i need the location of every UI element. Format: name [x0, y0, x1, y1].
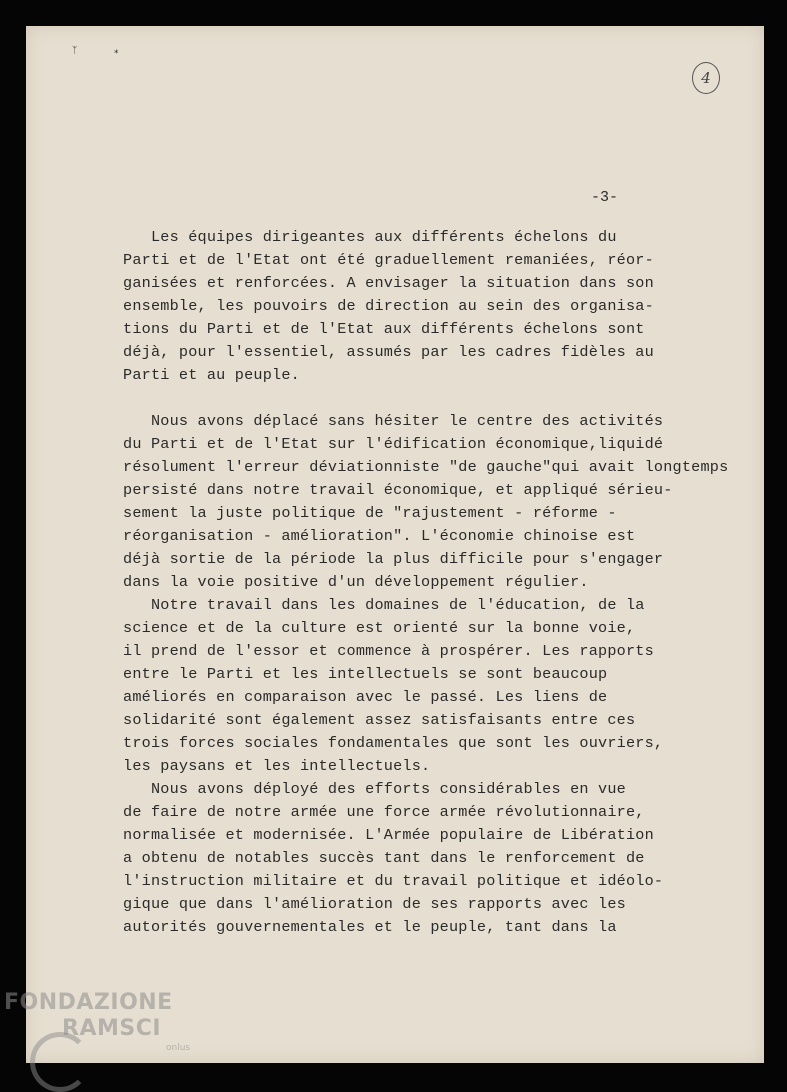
text-line: il prend de l'essor et commence à prospérer. Les rapports — [123, 642, 654, 660]
text-line: sement la juste politique de "rajustement - réforme - — [123, 504, 617, 522]
punch-mark-right: ⁎ — [114, 46, 119, 56]
paragraph — [123, 226, 723, 387]
paragraph-gap — [123, 387, 723, 410]
text-line: tions du Parti et de l'Etat aux différents échelons sont — [123, 320, 645, 338]
text-line: gique que dans l'amélioration de ses rapports avec les — [123, 895, 626, 913]
text-line: résolument l'erreur déviationniste "de gauche"qui avait longtemps — [123, 458, 729, 476]
text-line: réorganisation - amélioration". L'économie chinoise est — [123, 527, 636, 545]
watermark-title: FONDAZIONE — [4, 990, 173, 1015]
text-line: Parti et de l'Etat ont été graduellement remaniées, réor- — [123, 251, 654, 269]
text-line: du Parti et de l'Etat sur l'édification économique,liquidé — [123, 435, 664, 453]
watermark-subtitle: RAMSCI — [62, 1016, 162, 1041]
text-line: Nous avons déployé des efforts considérables en vue — [123, 780, 626, 798]
watermark-onlus: onlus — [166, 1043, 191, 1053]
text-line: normalisée et modernisée. L'Armée populaire de Libération — [123, 826, 654, 844]
text-line: trois forces sociales fondamentales que sont les ouvriers, — [123, 734, 664, 752]
text-line: améliorés en comparaison avec le passé. Les liens de — [123, 688, 608, 706]
text-line: persisté dans notre travail économique, et appliqué sérieu- — [123, 481, 673, 499]
text-line: déjà, pour l'essentiel, assumés par les cadres fidèles au — [123, 343, 654, 361]
text-line: entre le Parti et les intellectuels se sont beaucoup — [123, 665, 608, 683]
circled-page-number: 4 — [692, 62, 720, 94]
text-line: Nous avons déplacé sans hésiter le centre des activités — [123, 412, 664, 430]
document-body — [123, 226, 729, 939]
paragraph — [123, 594, 723, 778]
text-line: a obtenu de notables succès tant dans le renforcement de — [123, 849, 645, 867]
text-line: solidarité sont également assez satisfaisants entre ces — [123, 711, 636, 729]
text-line: science et de la culture est orienté sur la bonne voie, — [123, 619, 636, 637]
text-line: autorités gouvernementales et le peuple, tant dans la — [123, 918, 617, 936]
watermark-g-logo-icon — [30, 1032, 90, 1092]
fondazione-gramsci-watermark — [4, 990, 191, 1053]
page-number: -3- — [591, 189, 619, 206]
text-line: Notre travail dans les domaines de l'éducation, de la — [123, 596, 645, 614]
text-line: déjà sortie de la période la plus difficile pour s'engager — [123, 550, 664, 568]
document-page — [26, 26, 764, 1063]
text-line: Les équipes dirigeantes aux différents échelons du — [123, 228, 617, 246]
paragraph — [123, 410, 729, 594]
text-line: les paysans et les intellectuels. — [123, 757, 431, 775]
text-line: l'instruction militaire et du travail politique et idéolo- — [123, 872, 664, 890]
text-line: ganisées et renforcées. A envisager la situation dans son — [123, 274, 654, 292]
punch-mark-left: ᛉ — [72, 46, 78, 56]
text-line: dans la voie positive d'un développement régulier. — [123, 573, 589, 591]
text-line: Parti et au peuple. — [123, 366, 300, 384]
paragraph — [123, 778, 723, 939]
text-line: de faire de notre armée une force armée révolutionnaire, — [123, 803, 645, 821]
text-line: ensemble, les pouvoirs de direction au sein des organisa- — [123, 297, 654, 315]
